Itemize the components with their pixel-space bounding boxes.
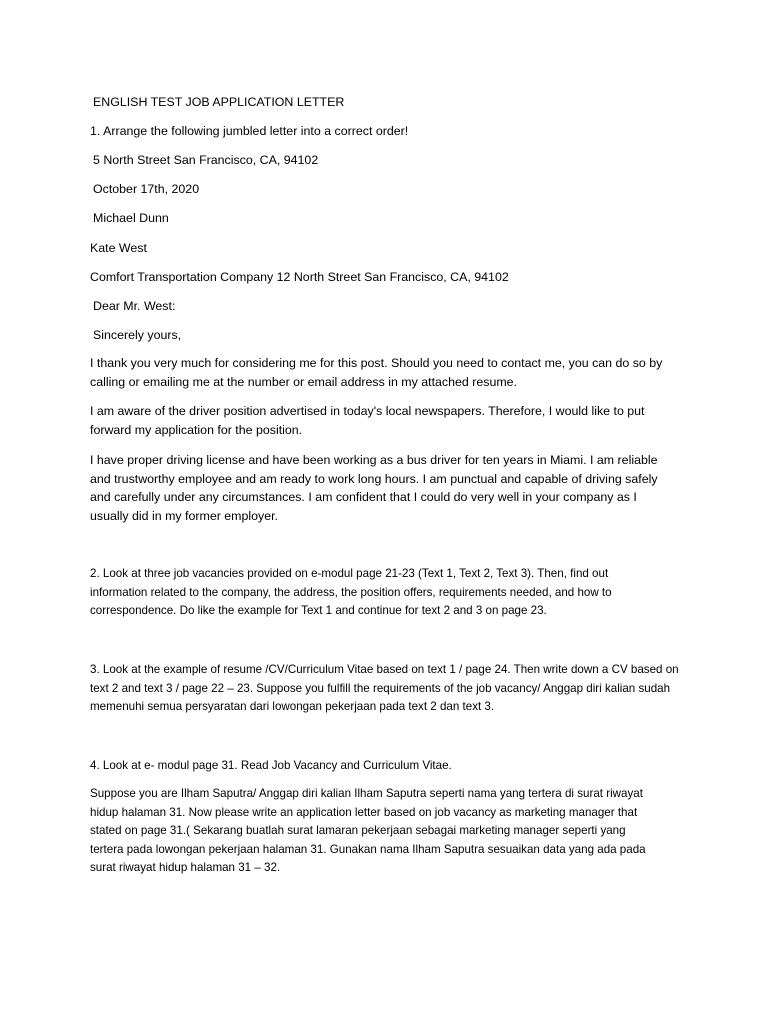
question-3: 3. Look at the example of resume /CV/Curriculum Vitae based on text 1 / page 24. Then write down a CV based on text 2 and text 3 / page 22 – 23. Suppose you fulfill the requirements of the job vacancy/ Anggap diri kalian sudah memenuhi semua persyaratan dari lowongan pekerjaan pada text 2 dan text 3.: [90, 663, 679, 713]
sender-address: 5 North Street San Francisco, CA, 94102: [93, 153, 319, 167]
question-4-text: Suppose you are Ilham Saputra/ Anggap diri kalian Ilham Saputra seperti nama yang tertera di surat riwayat hidup halaman 31. Now please write an application letter based on job vacancy as marketing manager that stated on page 31.( Sekarang buatlah surat lamaran pekerjaan sebagai marketing manager seperti yang tertera pada lowongan pekerjaan halaman 31. Gunakan nama Ilham Saputra sesuaikan data yang ada pada surat riwayat hidup halaman 31 – 32.: [90, 787, 646, 874]
letter-paragraph-2: I am aware of the driver position advertised in today's local newspapers. Therefore, I would like to put forward my application for the position.: [90, 404, 645, 437]
letter-paragraph-3: I have proper driving license and have been working as a bus driver for ten years in Miami. I am reliable and trustworthy employee and am ready to work long hours. I am punctual and capable of driving safely and carefully under any circumstances. I am confident that I could do very well in your company as I usually did in my former employer.: [90, 453, 658, 523]
q4-instruction: 4. Look at e- modul page 31. Read Job Vacancy and Curriculum Vitae.: [90, 759, 452, 772]
recipient-name: Kate West: [90, 241, 147, 255]
letter-date: October 17th, 2020: [93, 182, 200, 196]
letter-paragraph-1: I thank you very much for considering me for this post. Should you need to contact me, you can do so by calling or emailing me at the number or email address in my attached resume.: [90, 356, 663, 389]
question-2: 2. Look at three job vacancies provided on e-modul page 21-23 (Text 1, Text 2, Text 3). Then, find out information related to the company, the address, the position offers, requirements needed, and how to correspondence. Do like the example for Text 1 and continue for text 2 and 3 on page 23.: [90, 567, 612, 617]
sender-name: Michael Dunn: [93, 211, 169, 225]
recipient-company: Comfort Transportation Company 12 North Street San Francisco, CA, 94102: [90, 270, 509, 284]
closing: Sincerely yours,: [93, 328, 182, 342]
document-title: ENGLISH TEST JOB APPLICATION LETTER: [93, 95, 345, 109]
salutation: Dear Mr. West:: [93, 299, 176, 313]
q1-instruction: 1. Arrange the following jumbled letter into a correct order!: [90, 124, 409, 138]
